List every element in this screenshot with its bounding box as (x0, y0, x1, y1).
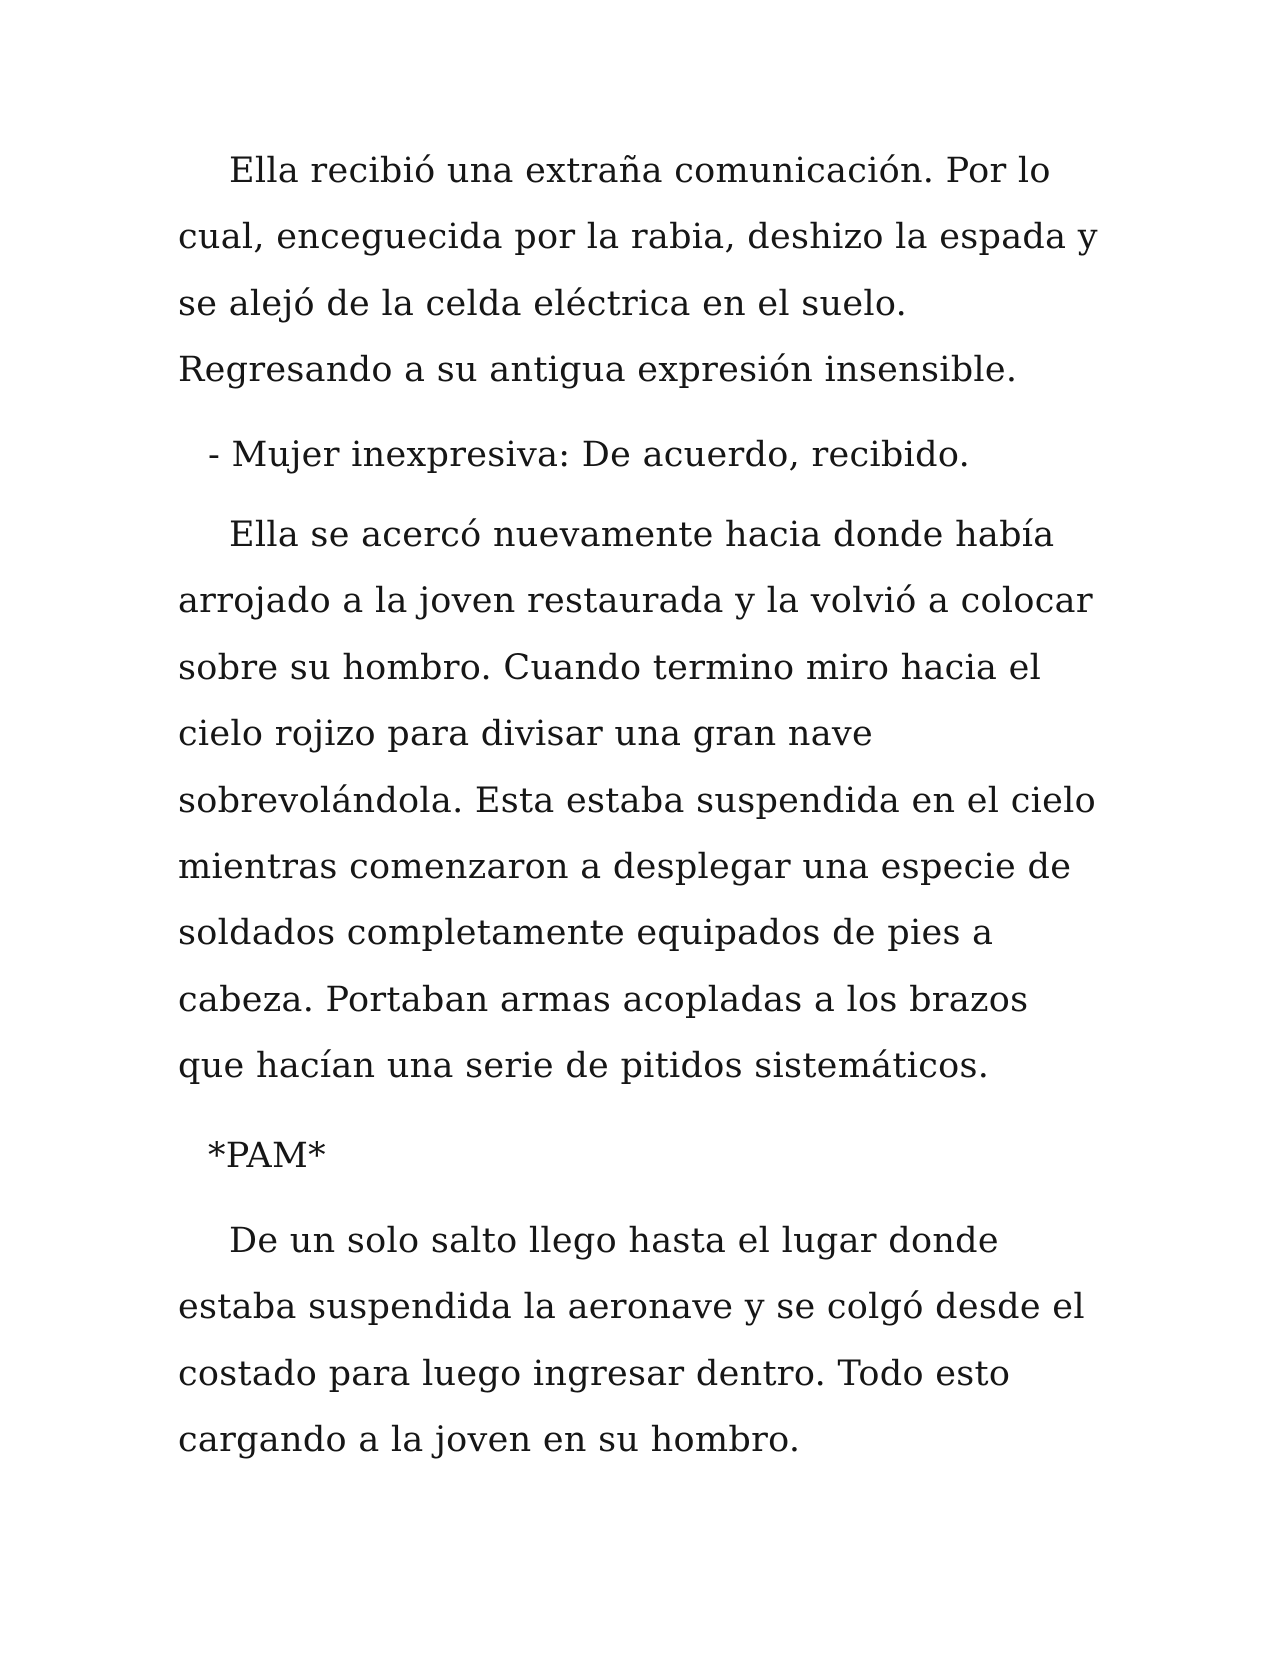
text-line: soldados completamente equipados de pies a (178, 913, 994, 954)
text-line: De un solo salto llego hasta el lugar donde (229, 1220, 999, 1261)
text-line: cabeza. Portaban armas acopladas a los brazos (178, 979, 1029, 1020)
text-line: estaba suspendida la aeronave y se colgó desde el (178, 1287, 1085, 1328)
dialogue-line (178, 422, 1128, 488)
text-line: arrojado a la joven restaurada y la volvió a colocar (178, 581, 1093, 622)
body-text (178, 138, 1128, 1473)
text-line: *PAM* (208, 1136, 326, 1177)
text-line: sobrevolándola. Esta estaba suspendida en el cielo (178, 780, 1096, 821)
sound-effect-line (178, 1123, 1128, 1189)
text-line: sobre su hombro. Cuando termino miro hacia el (178, 647, 1042, 688)
text-line: cual, enceguecida por la rabia, deshizo la espada y (178, 217, 1098, 258)
text-line: Ella recibió una extraña comunicación. Por lo (229, 151, 1051, 191)
paragraph-2 (178, 502, 1128, 1100)
paragraph-1 (178, 138, 1128, 404)
text-line: que hacían una serie de pitidos sistemáticos. (178, 1046, 990, 1087)
paragraph-3 (178, 1208, 1128, 1474)
text-line: - Mujer inexpresiva: De acuerdo, recibido. (208, 434, 971, 475)
text-line: Ella se acercó nuevamente hacia donde había (229, 514, 1055, 555)
text-line: mientras comenzaron a desplegar una especie de (178, 846, 1072, 887)
text-line: Regresando a su antigua expresión insensible. (178, 350, 1018, 391)
text-line: costado para luego ingresar dentro. Todo esto (178, 1353, 1011, 1394)
text-line: cargando a la joven en su hombro. (178, 1420, 801, 1461)
text-line: se alejó de la celda eléctrica en el suelo. (178, 283, 908, 324)
text-line: cielo rojizo para divisar una gran nave (178, 714, 873, 755)
